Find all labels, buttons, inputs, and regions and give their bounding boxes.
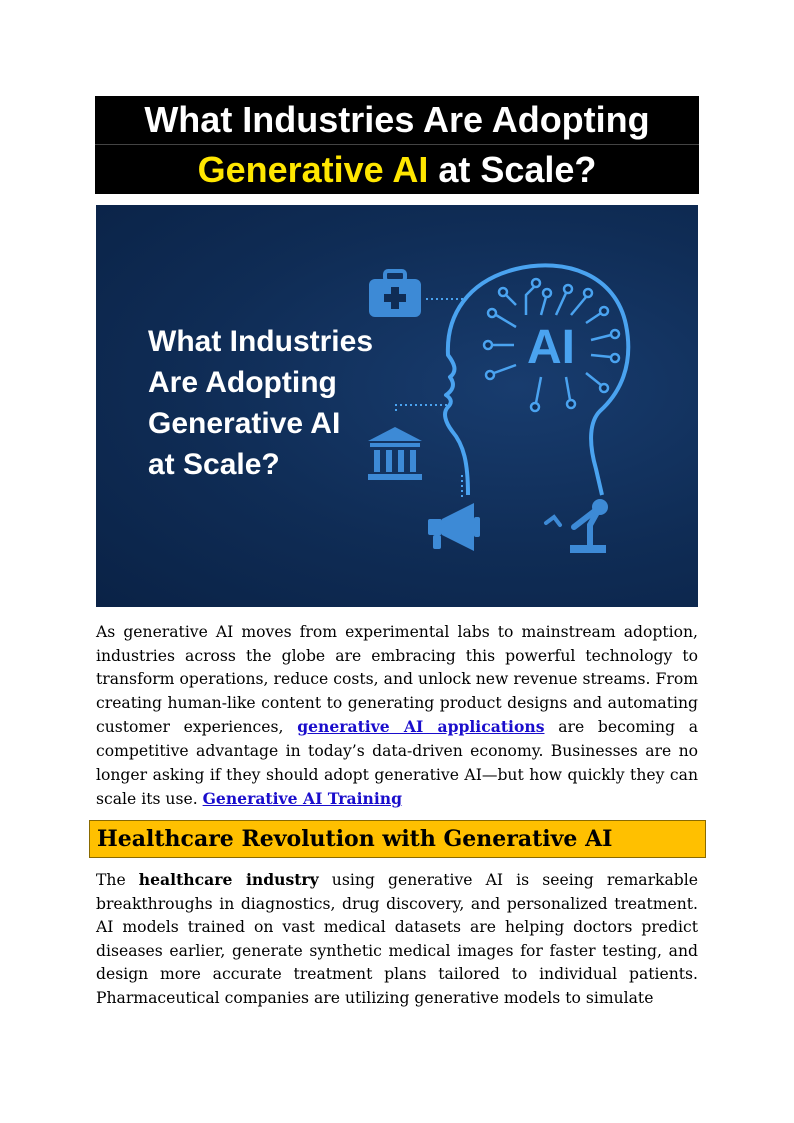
ai-label: AI	[527, 321, 575, 374]
megaphone-icon	[428, 475, 480, 551]
intro-paragraph: As generative AI moves from experimental labs to mainstream adoption, industries across the globe are embracing this powerful technology to transform operations, reduce costs, and unlock new revenue streams. From creating human-like content to generating product designs and automating customer experiences, generative AI applications are becoming a competitive advantage in today’s data-driven economy. Businesses are no longer asking if they should adopt generative AI—but how quickly they can scale its use. Generative AI Training	[96, 623, 699, 809]
title-line-1: What Industries Are Adopting	[95, 96, 699, 145]
title-rest: at Scale?	[428, 148, 597, 190]
healthcare-industry-bold: healthcare industry	[138, 870, 319, 889]
title-highlight: Generative AI	[197, 148, 429, 190]
bank-icon	[368, 405, 448, 480]
hero-image	[96, 205, 698, 607]
healthcare-paragraph: The healthcare industry using generative AI is seeing remarkable breakthroughs in diagnostics, drug discovery, and personalized treatment. AI models trained on vast medical datasets are helping doctors predict diseases earlier, generate synthetic medical images for faster testing, and design more accurate treatment plans tailored to individual patients. Pharmaceutical companies are utilizing generative models to simulate	[96, 870, 698, 1007]
medical-kit-icon	[369, 271, 464, 317]
section-heading: Healthcare Revolution with Generative AI	[89, 820, 706, 858]
head-profile	[445, 265, 628, 495]
generative-ai-training-link[interactable]: Generative AI Training	[202, 789, 403, 809]
hero-line-2: Are Adopting	[148, 366, 337, 399]
generative-ai-applications-link[interactable]: generative AI applications	[297, 717, 545, 737]
hero-heading	[148, 321, 373, 485]
robot-arm-icon	[546, 502, 606, 553]
title-line-2	[95, 145, 699, 194]
page-title	[95, 96, 699, 194]
hero-line-3: Generative AI	[148, 407, 341, 440]
hero-line-1: What Industries	[148, 325, 374, 358]
hero-line-4: at Scale?	[148, 448, 280, 481]
